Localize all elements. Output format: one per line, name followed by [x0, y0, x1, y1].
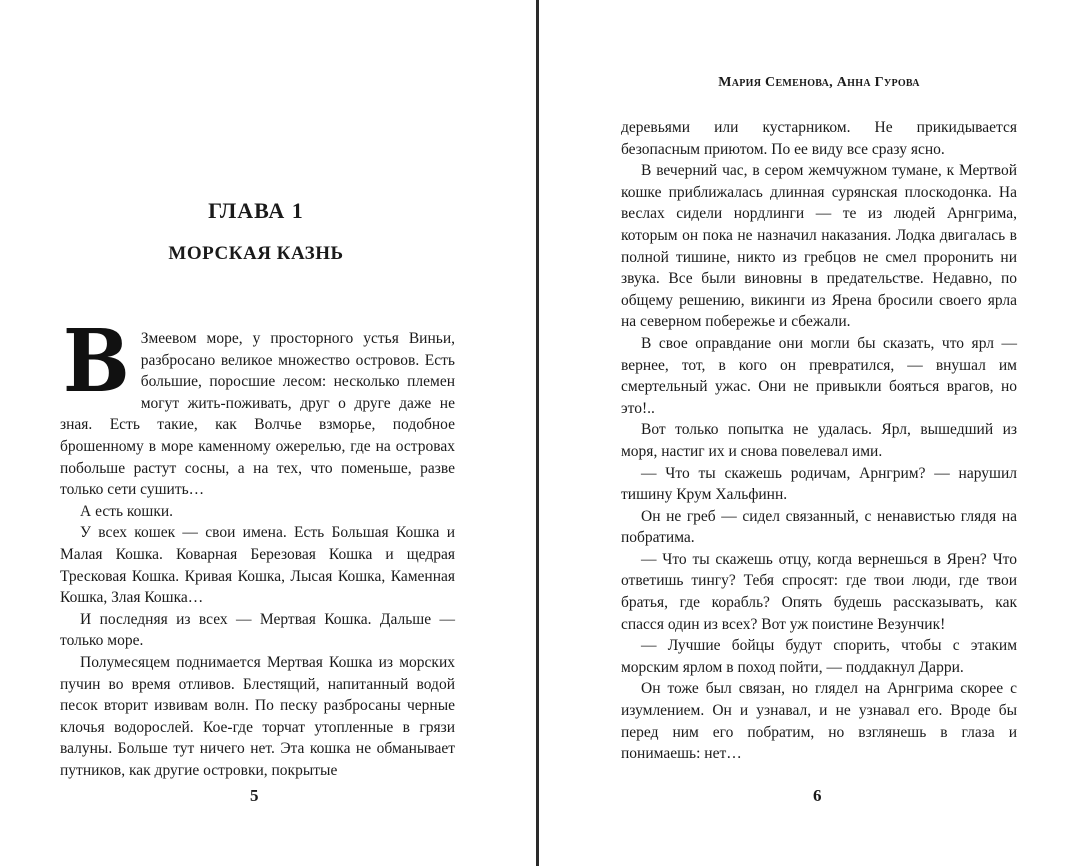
chapter-subtitle: МОРСКАЯ КАЗНЬ: [168, 243, 344, 264]
running-header: Мария Семенова, Анна Гурова: [718, 75, 920, 90]
paragraph-text: Змеевом море, у просторного устья Виньи, разбросано великое множество островов. Есть большие, поросшие лесом: несколько племен могут жить-поживать, друг о друге даже не зная. Есть такие, как Волчье взморье, подобное брошенному в море каменному ожерелью, где на островах побольше растут сосны, а на тех, что поменьше, разве только сети сушить…: [60, 330, 455, 499]
paragraph: Он не греб — сидел связанный, с ненавистью глядя на побратима.: [621, 507, 1017, 547]
right-page: [541, 0, 1076, 866]
paragraph: У всех кошек — свои имена. Есть Большая Кошка и Малая Кошка. Коварная Березовая Кошка и щедрая Тресковая Кошка. Кривая Кошка, Лысая Кошка, Каменная Кошка, Злая Кошка…: [60, 524, 455, 607]
right-text-block: [621, 117, 1017, 765]
paragraph: — Лучшие бойцы будут спорить, чтобы с этаким морским ярлом в поход пойти, — поддакнул Дарри.: [621, 637, 1017, 676]
drop-cap: В: [62, 311, 130, 412]
paragraph: В свое оправдание они могли бы сказать, что ярл — вернее, тот, в кого он превратился, — внушал им смертельный ужас. Они не привыкли бояться врагов, но это!..: [621, 334, 1017, 417]
paragraph: Полумесяцем поднимается Мертвая Кошка из морских пучин во время отливов. Блестящий, напитанный водой песок вторит извивам волн. По песку разбросаны черные клочья водорослей. Кое-где торчат утопленные в грязи валуны. Больше тут ничего нет. Эта кошка не обманывает путников, как другие островки, покрытые: [60, 653, 455, 779]
page-number: 6: [813, 786, 822, 805]
left-page: [0, 0, 536, 866]
paragraph: В вечерний час, в сером жемчужном тумане, к Мертвой кошке приближалась длинная сурянская плоскодонка. На веслах сидели нордлинги — те из людей Арнгрима, которым он пока не назначил наказания. Лодка двигалась в полной тишине, никто из гребцов не смел проронить ни звука. Все были виновны в предательстве. Недавно, по общему решению, викинги из Ярена бросили своего ярла на северном побережье и сбежали.: [621, 162, 1017, 331]
paragraph: [60, 311, 455, 501]
paragraph: И последняя из всех — Мертвая Кошка. Дальше — только море.: [60, 610, 455, 650]
left-text-block: [60, 311, 455, 781]
chapter-title: ГЛАВА 1: [208, 198, 304, 223]
book-spine: [536, 0, 539, 866]
page-number: 5: [250, 786, 259, 805]
paragraph: деревьями или кустарником. Не прикидывается безопасным приютом. По ее виду все сразу ясно.: [621, 119, 1017, 158]
paragraph: — Что ты скажешь родичам, Арнгрим? — нарушил тишину Крум Хальфинн.: [621, 464, 1017, 504]
paragraph: — Что ты скажешь отцу, когда вернешься в Ярен? Что ответишь тингу? Тебя спросят: где твои люди, где твои братья, где корабль? Опять будешь рассказывать, как спасся один из всех? Вот уж поистине Везунчик!: [621, 550, 1017, 633]
paragraph: А есть кошки.: [80, 502, 174, 520]
paragraph: Он тоже был связан, но глядел на Арнгрима скорее с изумлением. Он и узнавал, и не узнавал его. Вроде бы перед ним его побратим, но взглянешь в глаза и понимаешь: нет…: [621, 680, 1017, 763]
paragraph: Вот только попытка не удалась. Ярл, вышедший из моря, настиг их и снова повелевал ими.: [621, 421, 1017, 460]
